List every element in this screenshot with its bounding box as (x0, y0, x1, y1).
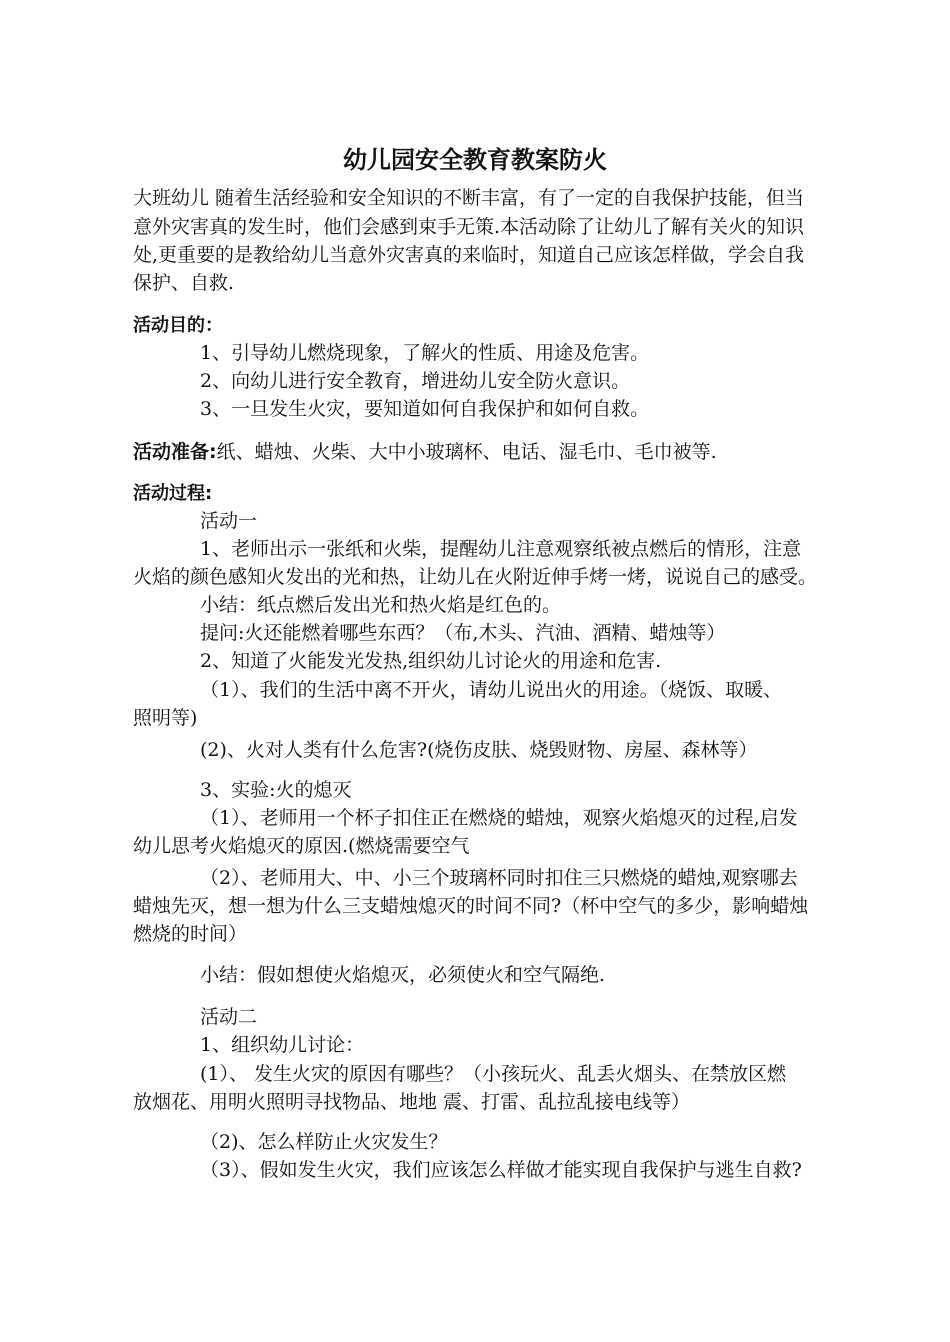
process-line: (1）、 发生火灾的原因有哪些？（小孩玩火、乱丢火烟头、在禁放区燃 (200, 1063, 787, 1085)
page-title: 幼儿园安全教育教案防火 (343, 146, 607, 174)
process-line: 1、组织幼儿讨论： (200, 1034, 365, 1056)
process-line: （2）、老师用大、中、小三个玻璃杯同时扣住三只燃烧的蜡烛,观察哪去 (200, 867, 798, 889)
intro-line: 保护、自救. (133, 272, 235, 294)
process-line: 1、老师出示一张纸和火柴，提醒幼儿注意观察纸被点燃后的情形，注意 (200, 538, 802, 560)
process-line: 蜡烛先灭，想一想为什么三支蜡烛熄灭的时间不同?（杯中空气的多少，影响蜡烛 (133, 895, 809, 917)
intro-line: 意外灾害真的发生时，他们会感到束手无策.本活动除了让幼儿了解有关火的知识 (133, 216, 805, 238)
process-line: 2、知道了火能发光发热,组织幼儿讨论火的用途和危害. (200, 650, 662, 672)
process-line: （2)、怎么样防止火灾发生？ (200, 1131, 448, 1153)
prep-text: 纸、蜡烛、火柴、大中小玻璃杯、电话、湿毛巾、毛巾被等. (216, 441, 717, 463)
process-heading: 活动过程: (133, 483, 213, 504)
goals-heading: 活动目的： (133, 315, 223, 336)
process-line: 活动二 (200, 1006, 258, 1028)
process-line: 放烟花、用明火照明寻找物品、地地 震、打雷、乱拉乱接电线等） (133, 1091, 691, 1113)
goal-item: 1、引导幼儿燃烧现象，了解火的性质、用途及危害。 (200, 342, 650, 364)
intro-line: 处,更重要的是教给幼儿当意外灾害真的来临时，知道自己应该怎样做，学会自我 (133, 244, 805, 266)
process-line: (2)、火对人类有什么危害?(烧伤皮肤、烧毁财物、房屋、森林等） (200, 739, 758, 761)
process-line: 火焰的颜色感知火发出的光和热，让幼儿在火附近伸手烤一烤，说说自己的感受。 (133, 566, 818, 588)
process-line: （3）、假如发生火灾，我们应该怎么样做才能实现自我保护与逃生自救? (200, 1159, 802, 1181)
process-line: 提问:火还能燃着哪些东西？（布,木头、汽油、酒精、蜡烛等） (200, 622, 726, 644)
intro-line: 大班幼儿 随着生活经验和安全知识的不断丰富，有了一定的自我保护技能，但当 (133, 187, 805, 209)
process-line: 小结：假如想使火焰熄灭，必须使火和空气隔绝. (200, 964, 606, 986)
prep-line (133, 440, 717, 464)
goal-item: 3、一旦发生火灾，要知道如何自我保护和如何自救。 (200, 398, 650, 420)
process-line: 幼儿思考火焰熄灭的原因.(燃烧需要空气 (133, 835, 470, 857)
process-line: （1）、老师用一个杯子扣住正在燃烧的蜡烛，观察火焰熄灭的过程,启发 (200, 807, 798, 829)
process-line: 照明等) (133, 707, 198, 729)
process-line: 燃烧的时间） (133, 923, 248, 945)
goal-item: 2、向幼儿进行安全教育，增进幼儿安全防火意识。 (200, 370, 631, 392)
process-line: 3、实验:火的熄灭 (200, 779, 352, 801)
prep-heading: 活动准备: (133, 441, 217, 463)
process-line: 活动一 (200, 510, 258, 532)
process-line: 小结：纸点燃后发出光和热火焰是红色的。 (200, 594, 562, 616)
process-line: （1）、我们的生活中离不开火，请幼儿说出火的用途。（烧饭、取暖、 (200, 679, 783, 701)
